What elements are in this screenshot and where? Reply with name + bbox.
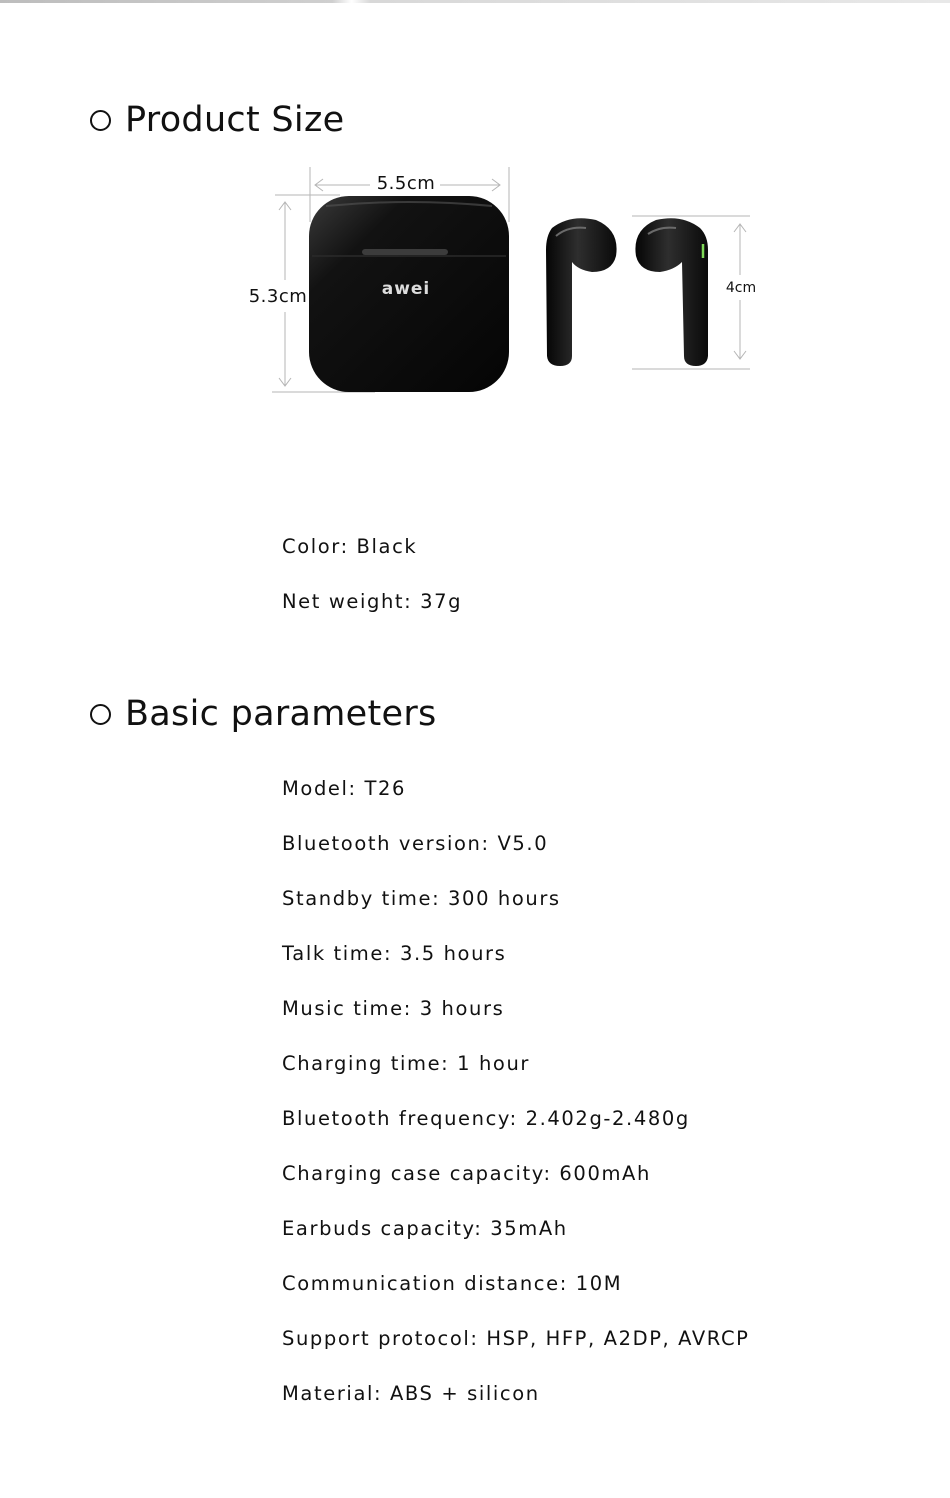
height-label: 5.3cm: [248, 286, 308, 307]
spec-item-net-weight: Net weight: 37g: [282, 590, 463, 613]
parameters-list: [282, 776, 750, 1436]
circle-bullet-icon: [90, 704, 111, 725]
right-earbud-image: [635, 218, 708, 366]
charging-case-image: [309, 196, 509, 392]
param-music-time: Music time: 3 hours: [282, 997, 505, 1020]
param-case-capacity: Charging case capacity: 600mAh: [282, 1162, 651, 1185]
basic-specs-list: [282, 534, 462, 644]
product-size-title: Product Size: [125, 100, 345, 140]
param-support-protocol: Support protocol: HSP, HFP, A2DP, AVRCP: [282, 1327, 750, 1350]
basic-parameters-heading: [90, 694, 437, 734]
param-model: Model: T26: [282, 777, 407, 800]
earbud-height-label: 4cm: [725, 280, 757, 296]
param-bluetooth-frequency: Bluetooth frequency: 2.402g-2.480g: [282, 1107, 690, 1130]
param-earbuds-capacity: Earbuds capacity: 35mAh: [282, 1217, 568, 1240]
width-label: 5.5cm: [376, 173, 436, 194]
product-size-figure: [0, 0, 950, 420]
case-logo: awei: [381, 279, 431, 299]
left-earbud-image: [546, 218, 617, 366]
param-standby-time: Standby time: 300 hours: [282, 887, 561, 910]
basic-parameters-title: Basic parameters: [125, 694, 437, 734]
param-communication-distance: Communication distance: 10M: [282, 1272, 623, 1295]
param-bluetooth-version: Bluetooth version: V5.0: [282, 832, 549, 855]
param-material: Material: ABS + silicon: [282, 1382, 540, 1405]
spec-item-color: Color: Black: [282, 535, 418, 558]
param-charging-time: Charging time: 1 hour: [282, 1052, 531, 1075]
param-talk-time: Talk time: 3.5 hours: [282, 942, 507, 965]
